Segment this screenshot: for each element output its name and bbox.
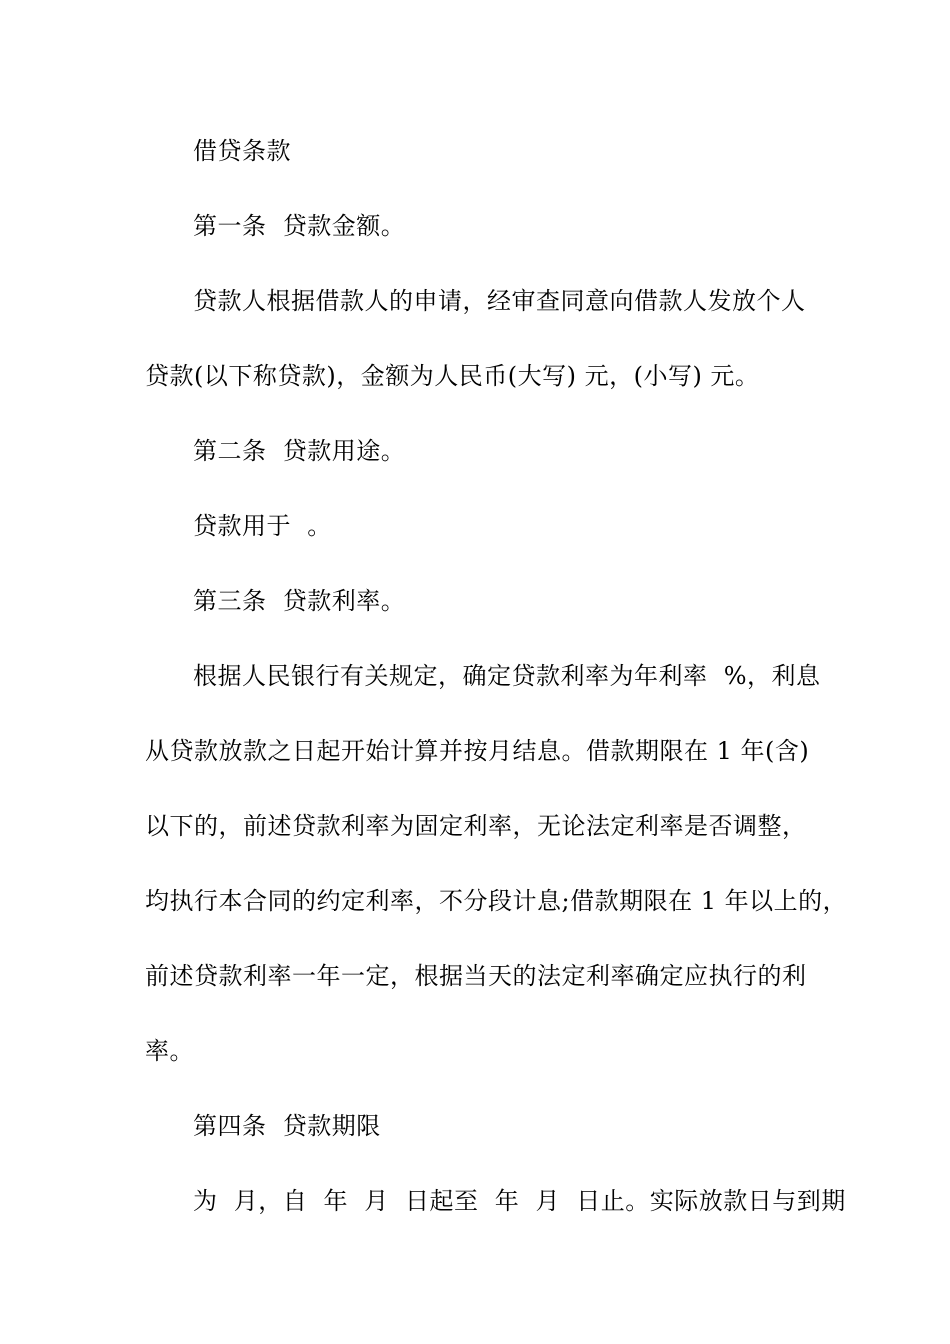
- paragraph-line: 根据人民银行有关规定，确定贷款利率为年利率 %，利息: [193, 662, 821, 690]
- paragraph-line: 从贷款放款之日起开始计算并按月结息。借款期限在 1 年(含): [145, 737, 810, 765]
- paragraph-line: 前述贷款利率一年一定，根据当天的法定利率确定应执行的利: [145, 962, 807, 990]
- paragraph-line: 贷款用于 。: [193, 512, 332, 540]
- paragraph-line: 为 月，自 年 月 日起至 年 月 日止。实际放款日与到期: [193, 1187, 846, 1215]
- paragraph-line: 贷款(以下称贷款)，金额为人民币(大写) 元，(小写) 元。: [145, 362, 760, 390]
- article-2-heading: 第二条 贷款用途。: [193, 437, 406, 465]
- paragraph-line: 贷款人根据借款人的申请，经审查同意向借款人发放个人: [193, 287, 806, 315]
- paragraph-line: 率。: [145, 1037, 194, 1065]
- article-4-heading: 第四条 贷款期限: [193, 1112, 381, 1140]
- article-1-heading: 第一条 贷款金额。: [193, 212, 406, 240]
- article-3-heading: 第三条 贷款利率。: [193, 587, 406, 615]
- paragraph-line: 以下的，前述贷款利率为固定利率，无论法定利率是否调整，: [145, 812, 807, 840]
- paragraph-line: 均执行本合同的约定利率，不分段计息;借款期限在 1 年以上的，: [145, 887, 848, 915]
- document-title: 借贷条款: [193, 137, 291, 165]
